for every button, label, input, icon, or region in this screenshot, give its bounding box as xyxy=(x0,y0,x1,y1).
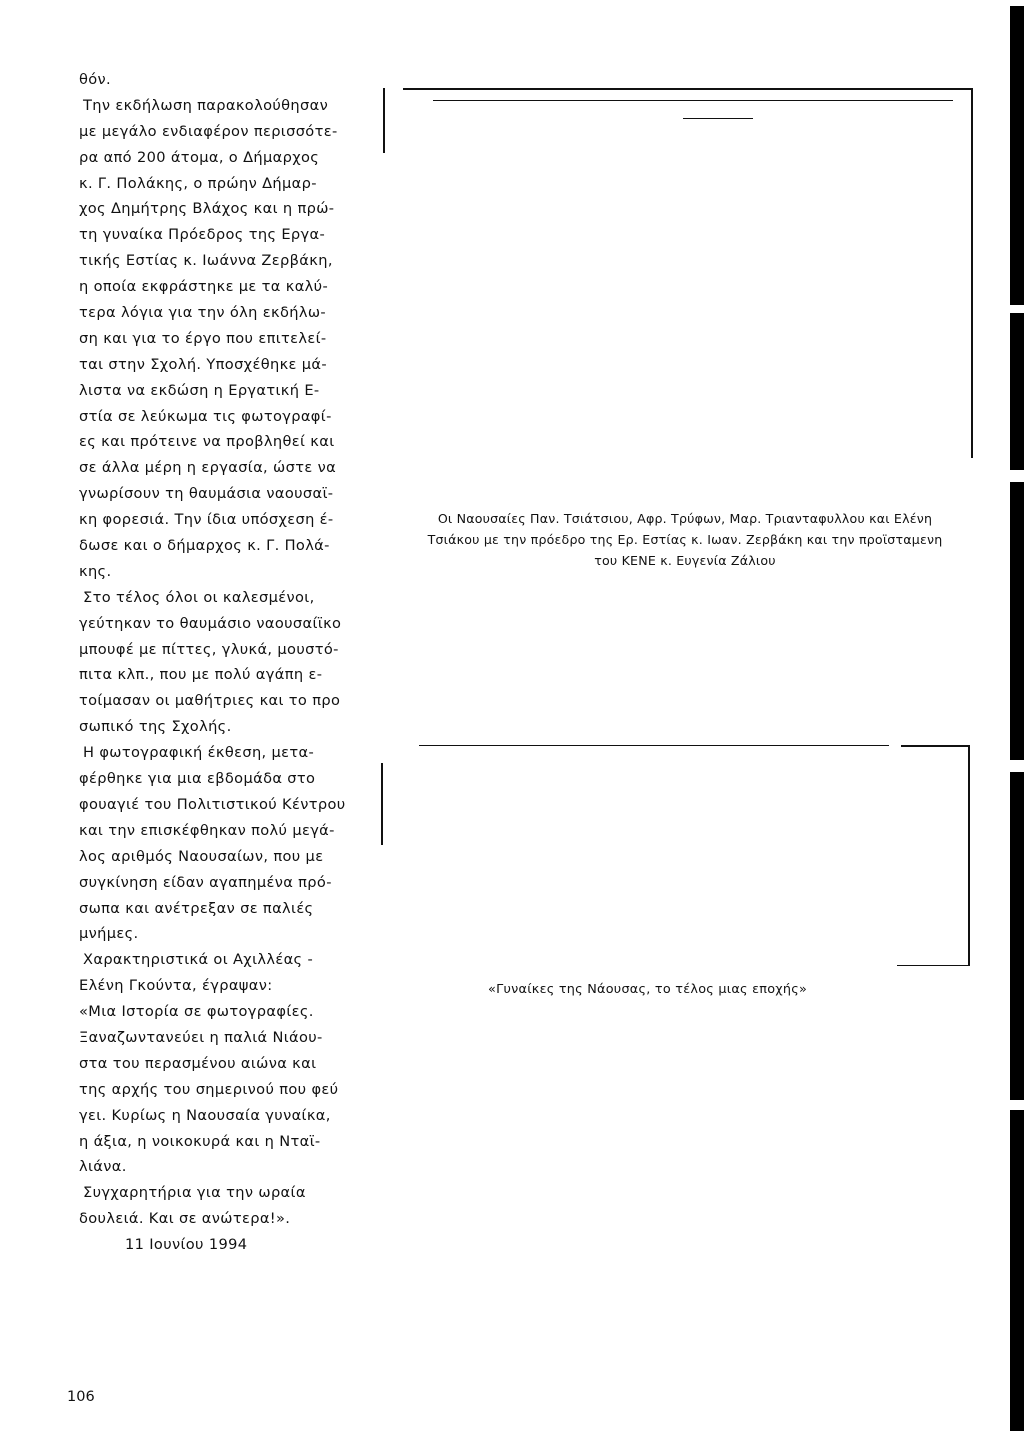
frame-line xyxy=(383,88,385,153)
photo-frame-2 xyxy=(381,745,970,965)
article-line: η οποία εκφράστηκε με τα καλύ- xyxy=(79,278,329,296)
article-line: σε άλλα μέρη η εργασία, ώστε να xyxy=(79,459,337,477)
article-line: δουλειά. Και σε ανώτερα!». xyxy=(79,1210,291,1228)
article-line: Χαρακτηριστικά οι Αχιλλέας - xyxy=(83,951,314,969)
article-line: λος αριθμός Ναουσαίων, που με xyxy=(79,847,324,865)
article-line: δωσε και ο δήμαρχος κ. Γ. Πολά- xyxy=(79,537,330,555)
article-line: τη γυναίκα Πρόεδρος της Εργα- xyxy=(79,226,326,244)
article-line: πιτα κλπ., που με πολύ αγάπη ε- xyxy=(79,666,323,684)
article-line: τοίμασαν οι μαθήτριες και το προ xyxy=(79,692,341,710)
article-line: κης. xyxy=(79,562,112,580)
article-line: της αρχής του σημερινού που φεύ xyxy=(79,1080,339,1098)
article-line: τικής Εστίας κ. Ιωάννα Ζερβάκη, xyxy=(79,252,333,270)
scan-edge-gap xyxy=(1010,1100,1024,1110)
article-line: φέρθηκε για μια εβδομάδα στο xyxy=(79,770,316,788)
article-line: μπουφέ με πίττες, γλυκά, μουστό- xyxy=(79,640,339,658)
scan-right-edge xyxy=(1010,0,1024,1431)
article-line: θόν. xyxy=(79,71,112,88)
frame-line xyxy=(419,745,889,746)
photo-2-caption: «Γυναίκες της Νάουσας, το τέλος μιας εποχής» xyxy=(488,982,808,997)
frame-line xyxy=(683,118,753,119)
article-line: στία σε λεύκωμα τις φωτογραφί- xyxy=(79,407,332,425)
article-line: και την επισκέφθηκαν πολύ μεγά- xyxy=(79,821,335,839)
article-line: ση και για το έργο που επιτελεί- xyxy=(79,329,327,347)
article-line: κ. Γ. Πολάκης, ο πρώην Δήμαρ- xyxy=(79,174,317,192)
article-line: λιστα να εκδώση η Εργατική Ε- xyxy=(79,381,320,399)
caption-line: Οι Ναουσαίες Παν. Τσιάτσιου, Αφρ. Τρύφων, Μαρ. Τριανταφυλλου και Ελένη xyxy=(437,511,933,526)
article-line: γεύτηκαν το θαυμάσιο ναουσαίϊκο xyxy=(79,614,342,632)
article-line: Η φωτογραφική έκθεση, μετα- xyxy=(83,744,315,762)
article-line: ται στην Σχολή. Υποσχέθηκε μά- xyxy=(79,355,327,373)
article-dateline: 11 Ιουνίου 1994 xyxy=(125,1236,248,1254)
article-line: γνωρίσουν τη θαυμάσια ναουσαϊ- xyxy=(79,485,334,503)
article-line: γει. Κυρίως η Ναουσαία γυναίκα, xyxy=(79,1106,331,1124)
article-line: τερα λόγια για την όλη εκδήλω- xyxy=(79,304,326,322)
article-line: Συγχαρητήρια για την ωραία xyxy=(83,1184,306,1202)
frame-line xyxy=(901,745,970,747)
article-line: κη φορεσιά. Την ίδια υπόσχεση έ- xyxy=(79,511,334,529)
article-line: φουαγιέ του Πολιτιστικού Κέντρου xyxy=(79,795,346,813)
article-line: «Μια Ιστορία σε φωτογραφίες. xyxy=(79,1003,314,1021)
frame-line xyxy=(897,965,970,966)
article-column xyxy=(79,67,379,1258)
article-line: σωπικό της Σχολής. xyxy=(79,718,232,736)
article-line: με μεγάλο ενδιαφέρον περισσότε- xyxy=(79,122,338,140)
article-line: Ελένη Γκούντα, έγραψαν: xyxy=(79,977,273,995)
article-line: Την εκδήλωση παρακολούθησαν xyxy=(83,96,329,114)
photo-frame-1 xyxy=(383,88,973,458)
article-line: χος Δημήτρης Βλάχος και η πρώ- xyxy=(79,200,335,218)
frame-line xyxy=(968,745,970,965)
article-line: λιάνα. xyxy=(79,1158,127,1176)
caption-line: Τσιάκου με την πρόεδρο της Ερ. Εστίας κ. Ιωαν. Ζερβάκη και την προϊσταμενη xyxy=(427,532,943,547)
article-line: Στο τέλος όλοι οι καλεσμένοι, xyxy=(83,588,315,606)
article-line: στα του περασμένου αιώνα και xyxy=(79,1054,317,1072)
article-line: σωπα και ανέτρεξαν σε παλιές xyxy=(79,899,314,917)
article-line: μνήμες. xyxy=(79,925,139,943)
frame-line xyxy=(971,88,973,458)
frame-line xyxy=(403,88,973,90)
scan-edge-gap xyxy=(1010,305,1024,313)
article-line: συγκίνηση είδαν αγαπημένα πρό- xyxy=(79,873,332,891)
scan-edge-gap xyxy=(1010,0,1024,6)
frame-line xyxy=(381,763,383,845)
caption-line: του ΚΕΝΕ κ. Ευγενία Ζάλιου xyxy=(594,553,776,568)
article-line: η άξια, η νοικοκυρά και η Νταϊ- xyxy=(79,1132,321,1150)
photo-1-caption xyxy=(385,508,985,571)
article-line: ρα από 200 άτομα, ο Δήμαρχος xyxy=(79,148,320,166)
page-number: 106 xyxy=(67,1389,95,1405)
frame-line xyxy=(433,100,953,101)
scan-edge-gap xyxy=(1010,760,1024,772)
article-line: Ξαναζωντανεύει η παλιά Νιάου- xyxy=(79,1028,323,1046)
scan-edge-gap xyxy=(1010,470,1024,482)
article-line: ες και πρότεινε να προβληθεί και xyxy=(79,433,335,451)
